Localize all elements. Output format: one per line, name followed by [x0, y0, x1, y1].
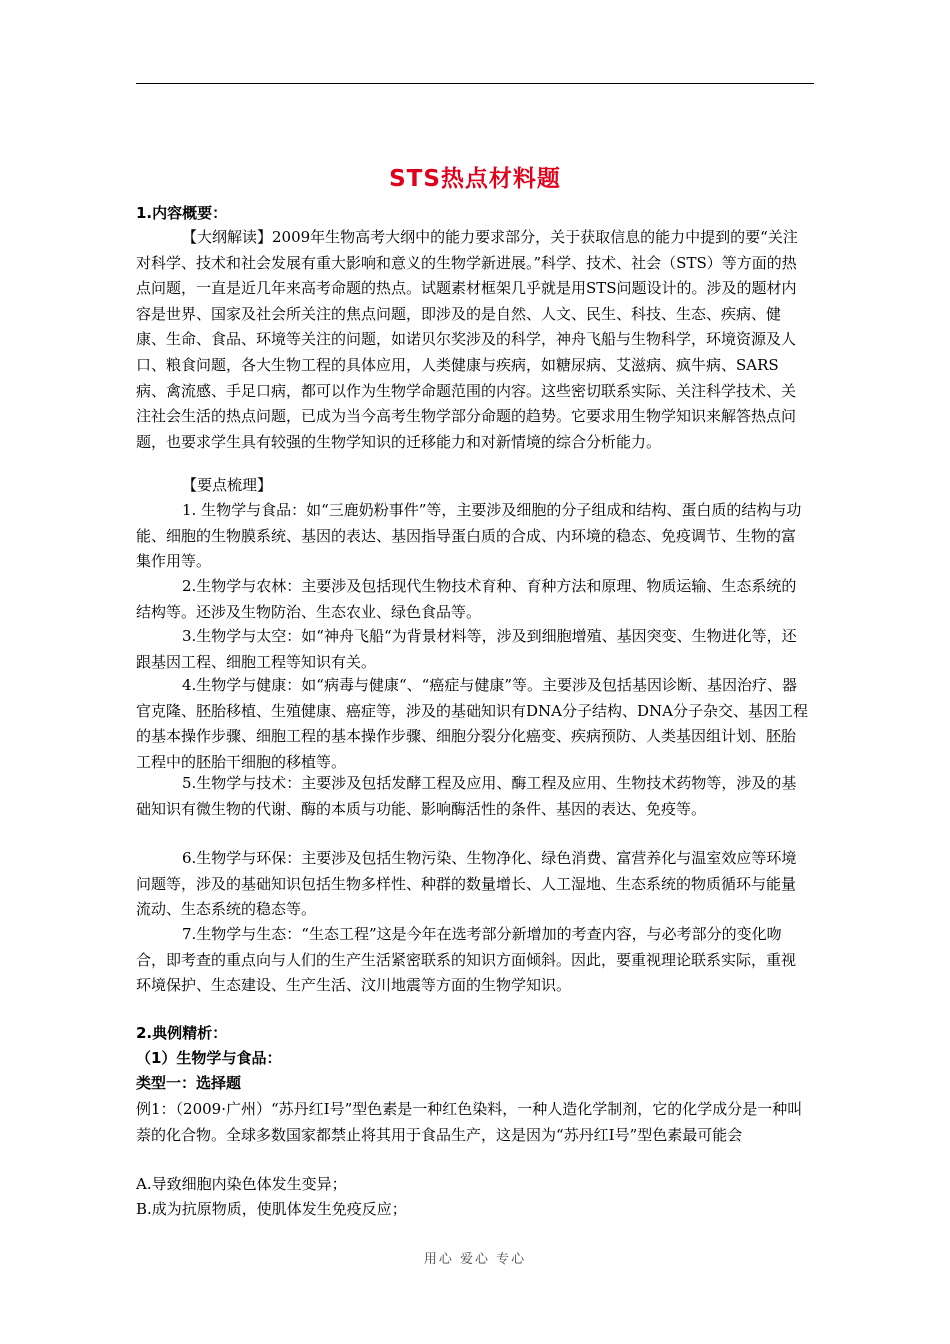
- footer-text: 用心 爱心 专心: [423, 1252, 527, 1267]
- outline-paragraph: 【大纲解读】2009年生物高考大纲中的能力要求部分，关于获取信息的能力中提到的要“关注对科学、技术和社会发展有重大影响和意义的生物学新进展。”科学、技术、社会（STS）等方面的热点问题，一直是近几年来高考命题的热点。试题素材框架几乎就是用STS问题设计的。涉及的题材内容是世界、国家及社会所关注的焦点问题，即涉及的是自然、人文、民生、科技、生态、疾病、健康、生命、食品、环境等关注的问题，如诺贝尔奖涉及的科学，神舟飞船与生物科学，环境资源及人口、粮食问题，各大生物工程的具体应用，人类健康与疾病，如糖尿病、艾滋病、疯牛病、SARS病、禽流感、手足口病，都可以作为生物学命题范围的内容。这些密切联系实际、关注科学技术、关注社会生活的热点问题，已成为当今高考生物学部分命题的趋势。它要求用生物学知识来解答热点问题，也要求学生具有较强的生物学知识的迁移能力和对新情境的综合分析能力。: [136, 228, 798, 451]
- section-1-heading: 1.内容概要：: [136, 204, 228, 222]
- point-2: 2.生物学与农林：主要涉及包括现代生物技术育种、育种方法和原理、物质运输、生态系统的结构等。还涉及生物防治、生态农业、绿色食品等。: [136, 577, 797, 621]
- page-title: STS热点材料题: [389, 166, 561, 192]
- type-heading: 类型一：选择题: [136, 1074, 242, 1092]
- subsection-heading: （1）生物学与食品：: [136, 1049, 282, 1067]
- option-a: A.导致细胞内染色体发生变异；: [136, 1175, 347, 1193]
- header-rule: [136, 83, 814, 84]
- point-3: 3.生物学与太空：如“神舟飞船“为背景材料等，涉及到细胞增殖、基因突变、生物进化等，还跟基因工程、细胞工程等知识有关。: [136, 627, 797, 671]
- point-1: 1. 生物学与食品：如“三鹿奶粉事件”等，主要涉及细胞的分子组成和结构、蛋白质的结构与功能、细胞的生物膜系统、基因的表达、基因指导蛋白质的合成、内环境的稳态、免疫调节、生物的富集作用等。: [136, 501, 802, 571]
- example-1: 例1：（2009·广州）“苏丹红Ⅰ号”型色素是一种红色染料，一种人造化学制剂，它的化学成分是一种叫萘的化合物。全球多数国家都禁止将其用于食品生产，这是因为“苏丹红Ⅰ号”型色素最可能会: [136, 1100, 803, 1144]
- point-7: 7.生物学与生态：“生态工程”这是今年在选考部分新增加的考查内容，与必考部分的变化吻合，即考查的重点向与人们的生产生活紧密联系的知识方面倾斜。因此，要重视理论联系实际，重视环境保护、生态建设、生产生活、汶川地震等方面的生物学知识。: [136, 925, 797, 995]
- point-6: 6.生物学与环保：主要涉及包括生物污染、生物净化、绿色消费、富营养化与温室效应等环境问题等，涉及的基础知识包括生物多样性、种群的数量增长、人工湿地、生态系统的物质循环与能量流动、生态系统的稳态等。: [136, 849, 797, 919]
- point-5: 5.生物学与技术：主要涉及包括发酵工程及应用、酶工程及应用、生物技术药物等，涉及的基础知识有微生物的代谢、酶的本质与功能、影响酶活性的条件、基因的表达、免疫等。: [136, 774, 797, 818]
- point-4: 4.生物学与健康：如“病毒与健康“、“癌症与健康”等。主要涉及包括基因诊断、基因治疗、器官克隆、胚胎移植、生殖健康、癌症等，涉及的基础知识有DNA分子结构、DNA分子杂交、基因工程的基本操作步骤、细胞工程的基本操作步骤、细胞分裂分化癌变、疾病预防、人类基因组计划、胚胎工程中的胚胎干细胞的移植等。: [136, 676, 808, 771]
- points-heading: 【要点梳理】: [182, 476, 273, 494]
- option-b: B.成为抗原物质，使肌体发生免疫反应；: [136, 1200, 407, 1218]
- section-2-heading: 2.典例精析：: [136, 1024, 228, 1042]
